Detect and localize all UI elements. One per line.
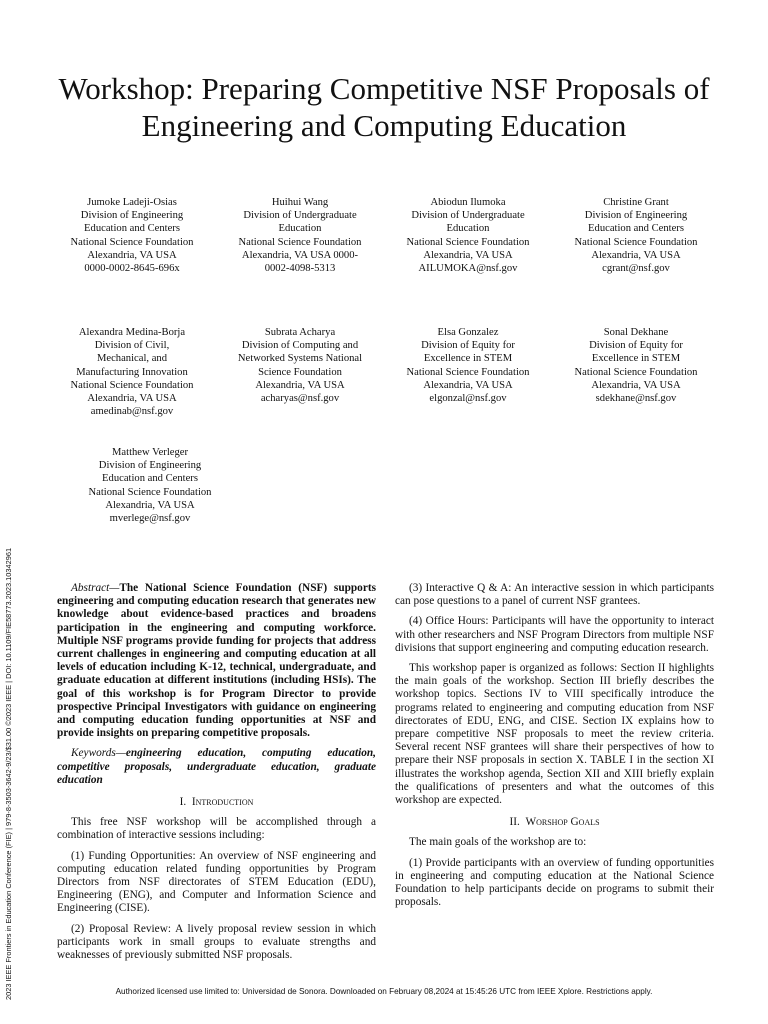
author-affiliation: Excellence in STEM [423, 353, 513, 365]
author-affiliation: National Science Foundation [88, 486, 212, 498]
author-ilumoka [384, 196, 552, 275]
author-affiliation: National Science Foundation [574, 366, 698, 378]
author-ladeji-osias [48, 196, 216, 275]
author-name: Sonal Dekhane [603, 327, 669, 338]
author-name: Elsa Gonzalez [437, 327, 499, 338]
paragraph: (1) Funding Opportunities: An overview of NSF engineering and computing education related funding opportunities by Program Directors from NSF directorates of STEM Education (EDU), Engineering (ENG), and Computer and Information Science and Engineering (CISE). [57, 849, 376, 915]
author-gonzalez [384, 326, 552, 405]
section-number: II. [509, 816, 520, 829]
left-column [57, 582, 376, 969]
author-medina-borja [48, 326, 216, 418]
author-location: Alexandria, VA USA [87, 393, 177, 405]
author-acharya [216, 326, 384, 405]
keywords [57, 747, 376, 787]
author-affiliation: Division of Engineering [80, 210, 184, 222]
abstract-text: The National Science Foundation (NSF) supports engineering and computing education research that generates new knowledge about evidence-based practices and broadens participation in the engineering and computing workforce. Multiple NSF programs provide funding for projects that address current challenges in engineering and computing education at all levels of education including K-12, technical, undergraduate, and graduate education at different institutions (including HSIs). The goal of this workshop is for Program Director to provide prospective Principal Investigators with guidance on engineering and computing education funding opportunities at NSF and provide insights on preparing competitive proposals. [57, 582, 376, 740]
author-name: Matthew Verleger [112, 447, 188, 458]
author-affiliation: Networked Systems National [237, 353, 363, 365]
section-title: Introduction [191, 796, 254, 809]
author-affiliation: National Science Foundation [574, 236, 698, 248]
author-email: AILUMOKA@nsf.gov [418, 263, 518, 275]
paragraph: (2) Proposal Review: A lively proposal review session in which participants work in small groups to evaluate strengths and weaknesses of previously submitted NSF proposals. [57, 922, 376, 962]
author-affiliation: National Science Foundation [70, 379, 194, 391]
author-affiliation: National Science Foundation [406, 236, 530, 248]
author-name: Alexandra Medina-Borja [78, 327, 186, 338]
paper-title-line1: Workshop: Preparing Competitive NSF Proposals of [58, 71, 710, 106]
paragraph: (3) Interactive Q & A: An interactive session in which participants can pose questions to a panel of current NSF grantees. [395, 582, 714, 608]
author-affiliation: Division of Undergraduate [411, 210, 525, 222]
author-location: Alexandria, VA USA [423, 379, 513, 391]
author-email: acharyas@nsf.gov [260, 393, 340, 405]
author-location: Alexandria, VA USA [87, 249, 177, 261]
author-location: Alexandria, VA USA [591, 249, 681, 261]
author-affiliation: Manufacturing Innovation [76, 366, 188, 378]
right-column [395, 582, 714, 916]
paragraph: This free NSF workshop will be accomplished through a combination of interactive sessions including: [57, 816, 376, 842]
author-location: Alexandria, VA USA 0000- [241, 249, 359, 261]
author-affiliation: Excellence in STEM [591, 353, 681, 365]
author-affiliation: National Science Foundation [406, 366, 530, 378]
author-affiliation: Division of Engineering [98, 460, 202, 472]
keywords-label: Keywords— [71, 747, 126, 760]
author-affiliation: Division of Equity for [589, 340, 683, 352]
author-email: sdekhane@nsf.gov [595, 393, 677, 405]
paper-title-line2: Engineering and Computing Education [141, 108, 627, 143]
paragraph: The main goals of the workshop are to: [409, 836, 587, 849]
paragraph: (4) Office Hours: Participants will have the opportunity to interact with other researchers and NSF Program Directors from multiple NSF divisions that support engineering and computing education research. [395, 615, 714, 654]
author-affiliation: National Science Foundation [238, 236, 362, 248]
author-affiliation: Division of Engineering [584, 210, 688, 222]
author-affiliation: Division of Equity for [421, 340, 515, 352]
author-affiliation: Mechanical, and [96, 353, 167, 365]
author-name: Christine Grant [603, 197, 669, 208]
author-name: Jumoke Ladeji-Osias [87, 197, 177, 208]
author-location: Alexandria, VA USA [255, 379, 345, 391]
author-affiliation: Education [278, 223, 322, 235]
author-verleger [66, 446, 234, 525]
author-location: Alexandria, VA USA [105, 499, 195, 511]
author-email: cgrant@nsf.gov [602, 263, 670, 275]
author-affiliation: Science Foundation [258, 366, 342, 378]
section-title: Worshop Goals [525, 816, 600, 829]
author-orcid: 0000-0002-8645-696x [84, 263, 180, 275]
abstract [57, 582, 376, 740]
author-affiliation: Division of Undergraduate [243, 210, 357, 222]
keywords-text: engineering education, computing education, competitive proposals, undergraduate education, graduate education [57, 747, 376, 786]
abstract-label: Abstract— [71, 582, 120, 594]
author-location: Alexandria, VA USA [423, 249, 513, 261]
author-location: Alexandria, VA USA [591, 379, 681, 391]
author-affiliation: Education and Centers [588, 223, 684, 235]
author-affiliation: Education and Centers [102, 473, 198, 485]
license-footer: Authorized licensed use limited to: Universidad de Sonora. Downloaded on February 08,2024 at 15:45:26 UTC from IEEE Xplore. Restrictions apply. [115, 987, 653, 996]
author-affiliation: Education and Centers [84, 223, 180, 235]
side-citation-banner: 2023 IEEE Frontiers in Education Conference (FIE) | 979-8-3503-3642-9/23/$31.00 ©2023 IEEE | DOI: 10.1109/FIE58773.2023.10342961 [4, 547, 13, 1000]
paper-title [40, 70, 728, 144]
paragraph: (1) Provide participants with an overview of funding opportunities in engineering and computing education at the National Science Foundation to help participants decide on programs to submit their proposals. [395, 856, 714, 909]
author-affiliation: National Science Foundation [70, 236, 194, 248]
section-number: I. [179, 796, 187, 809]
author-dekhane [552, 326, 720, 405]
author-affiliation: Division of Computing and [241, 340, 359, 352]
author-email: amedinab@nsf.gov [90, 406, 174, 418]
author-email: elgonzal@nsf.gov [429, 393, 507, 405]
section-heading-goals [395, 816, 714, 829]
author-email: mverlege@nsf.gov [109, 513, 191, 525]
author-wang [216, 196, 384, 275]
author-grant [552, 196, 720, 275]
author-orcid: 0002-4098-5313 [264, 263, 336, 275]
author-affiliation: Education [446, 223, 490, 235]
author-name: Abiodun Ilumoka [430, 197, 506, 208]
paragraph: This workshop paper is organized as follows: Section II highlights the main goals of the workshop. Section III briefly describes the workshop topics. Sections IV to VIII specifically introduce the programs related to engineering and computing education from NSF directorates of EDU, ENG, and CISE. Section IX explains how to prepare competitive NSF proposals to meet the review criteria. Several recent NSF grantees will share their perspectives of how to prepare their NSF proposals in section X. TABLE I in the section XI illustrates the workshop agenda, Section XII and XIII briefly explain the qualifications of presenters and what the outcomes of this workshop are expected. [395, 662, 714, 807]
author-name: Subrata Acharya [264, 327, 336, 338]
author-name: Huihui Wang [271, 197, 329, 208]
section-heading-introduction [57, 796, 376, 809]
author-affiliation: Division of Civil, [94, 340, 170, 352]
